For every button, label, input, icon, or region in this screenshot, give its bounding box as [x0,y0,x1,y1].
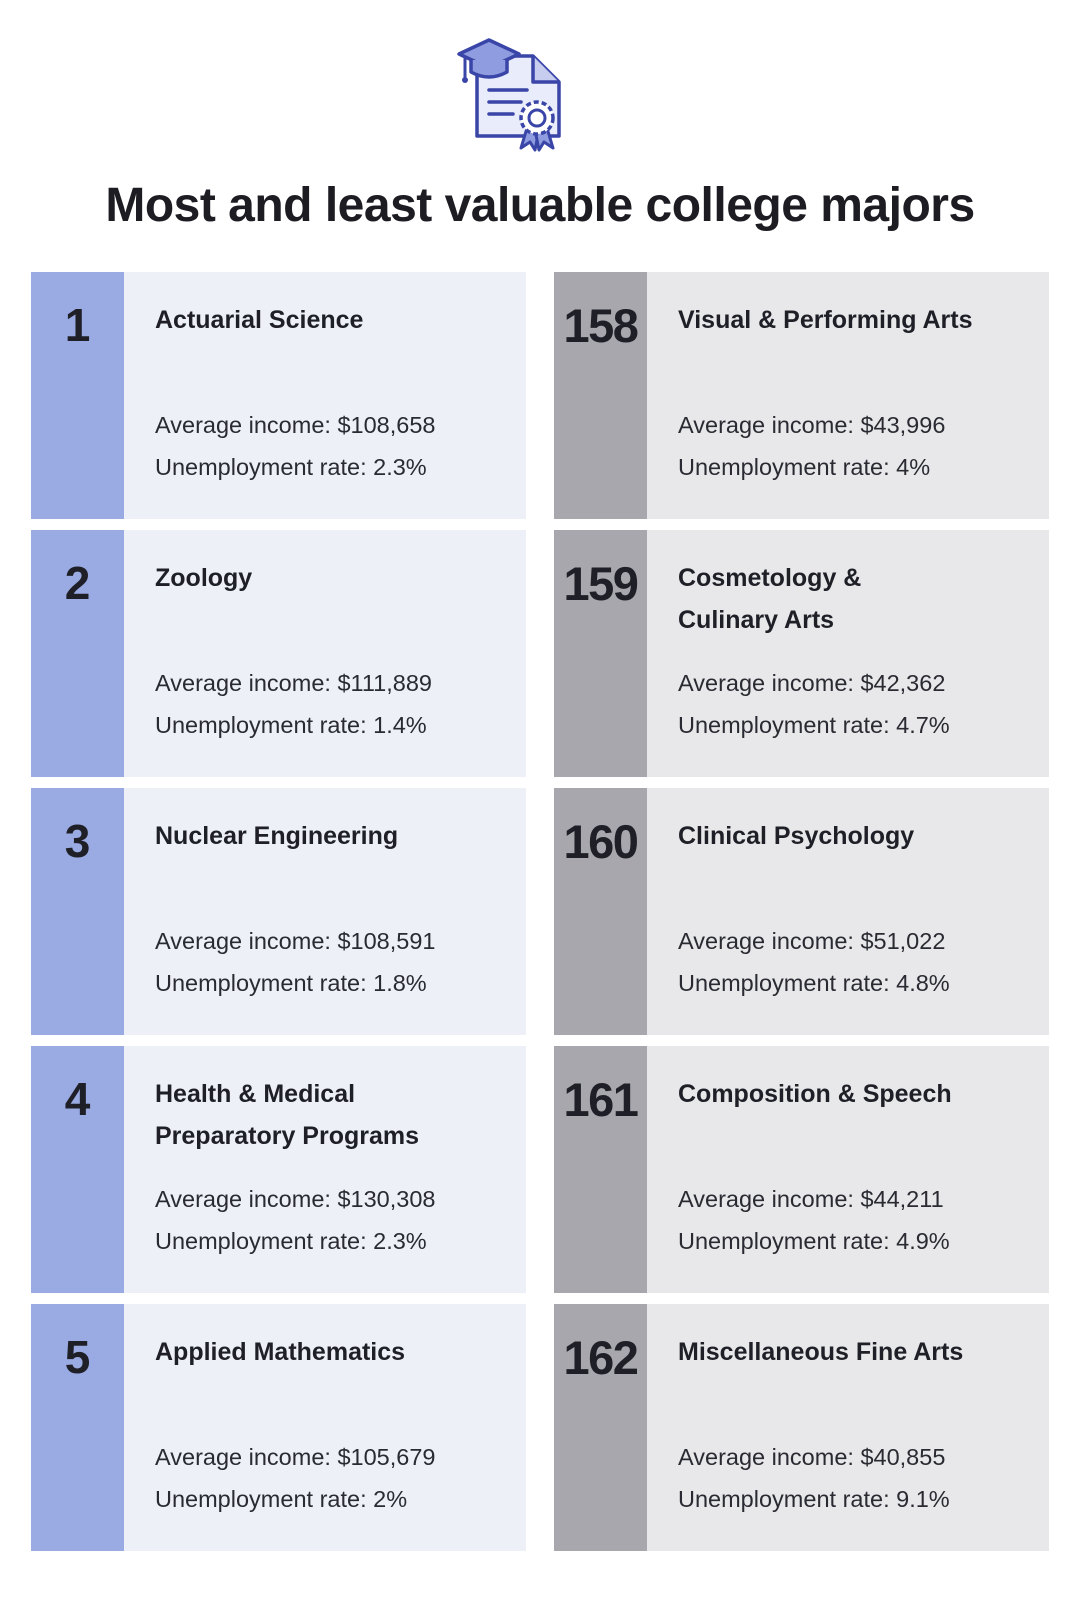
unemployment-rate: Unemployment rate: 1.4% [155,712,427,738]
rank-number: 4 [31,1046,124,1293]
average-income: Average income: $105,679 [155,1444,436,1470]
major-name-line-2: Preparatory Programs [155,1122,420,1150]
major-name-line-1: Actuarial Science [155,306,364,334]
major-card-rank-161 [554,1046,1049,1293]
card-body [647,1046,1049,1293]
unemployment-rate: Unemployment rate: 4.7% [678,712,950,738]
major-name-line-2: Culinary Arts [678,606,835,634]
major-name-line-1: Health & Medical [155,1080,356,1108]
major-name [678,815,914,857]
major-name-line-1: Composition & Speech [678,1080,952,1108]
average-income: Average income: $130,308 [155,1186,436,1212]
major-name-line-1: Visual & Performing Arts [678,306,973,334]
average-income: Average income: $43,996 [678,412,946,438]
major-name [155,815,398,857]
unemployment-rate: Unemployment rate: 1.8% [155,970,427,996]
unemployment-rate: Unemployment rate: 4.9% [678,1228,950,1254]
average-income: Average income: $44,211 [678,1186,944,1212]
rank-number: 2 [31,530,124,777]
major-name [155,1073,419,1157]
card-body [124,1304,526,1551]
major-card-rank-160 [554,788,1049,1035]
unemployment-rate: Unemployment rate: 2% [155,1486,408,1512]
average-income: Average income: $51,022 [678,928,946,954]
card-body [124,1046,526,1293]
major-card-rank-159 [554,530,1049,777]
rank-number: 1 [31,272,124,519]
major-name-line-1: Clinical Psychology [678,822,915,850]
major-name-line-1: Zoology [155,564,253,592]
major-card-rank-4 [31,1046,526,1293]
card-body [647,1304,1049,1551]
unemployment-rate: Unemployment rate: 2.3% [155,1228,427,1254]
major-name [678,299,973,341]
average-income: Average income: $40,855 [678,1444,946,1470]
major-name [678,1073,952,1115]
major-name [155,557,252,599]
card-body [124,530,526,777]
card-body [124,272,526,519]
major-name [155,1331,405,1373]
rank-number: 3 [31,788,124,1035]
unemployment-rate: Unemployment rate: 4% [678,454,931,480]
card-body [647,272,1049,519]
card-body [647,530,1049,777]
rank-number: 162 [554,1304,647,1551]
major-card-rank-5 [31,1304,526,1551]
average-income: Average income: $108,658 [155,412,436,438]
major-name [155,299,363,341]
average-income: Average income: $111,889 [155,670,432,696]
major-name-line-1: Miscellaneous Fine Arts [678,1338,964,1366]
major-card-rank-158 [554,272,1049,519]
rank-number: 5 [31,1304,124,1551]
average-income: Average income: $42,362 [678,670,946,696]
major-card-rank-3 [31,788,526,1035]
major-name-line-1: Nuclear Engineering [155,822,399,850]
average-income: Average income: $108,591 [155,928,436,954]
unemployment-rate: Unemployment rate: 9.1% [678,1486,950,1512]
rank-number: 160 [554,788,647,1035]
major-name [678,557,861,641]
unemployment-rate: Unemployment rate: 4.8% [678,970,950,996]
major-name-line-1: Cosmetology & [678,564,862,592]
major-name-line-1: Applied Mathematics [155,1338,406,1366]
card-body [647,788,1049,1035]
rank-number: 159 [554,530,647,777]
major-name [678,1331,963,1373]
major-card-rank-2 [31,530,526,777]
diploma-graduation-cap-icon [455,24,585,154]
rank-number: 158 [554,272,647,519]
page-title: Most and least valuable college majors [105,179,975,232]
major-card-rank-162 [554,1304,1049,1551]
card-body [124,788,526,1035]
major-card-rank-1 [31,272,526,519]
rank-number: 161 [554,1046,647,1293]
unemployment-rate: Unemployment rate: 2.3% [155,454,427,480]
